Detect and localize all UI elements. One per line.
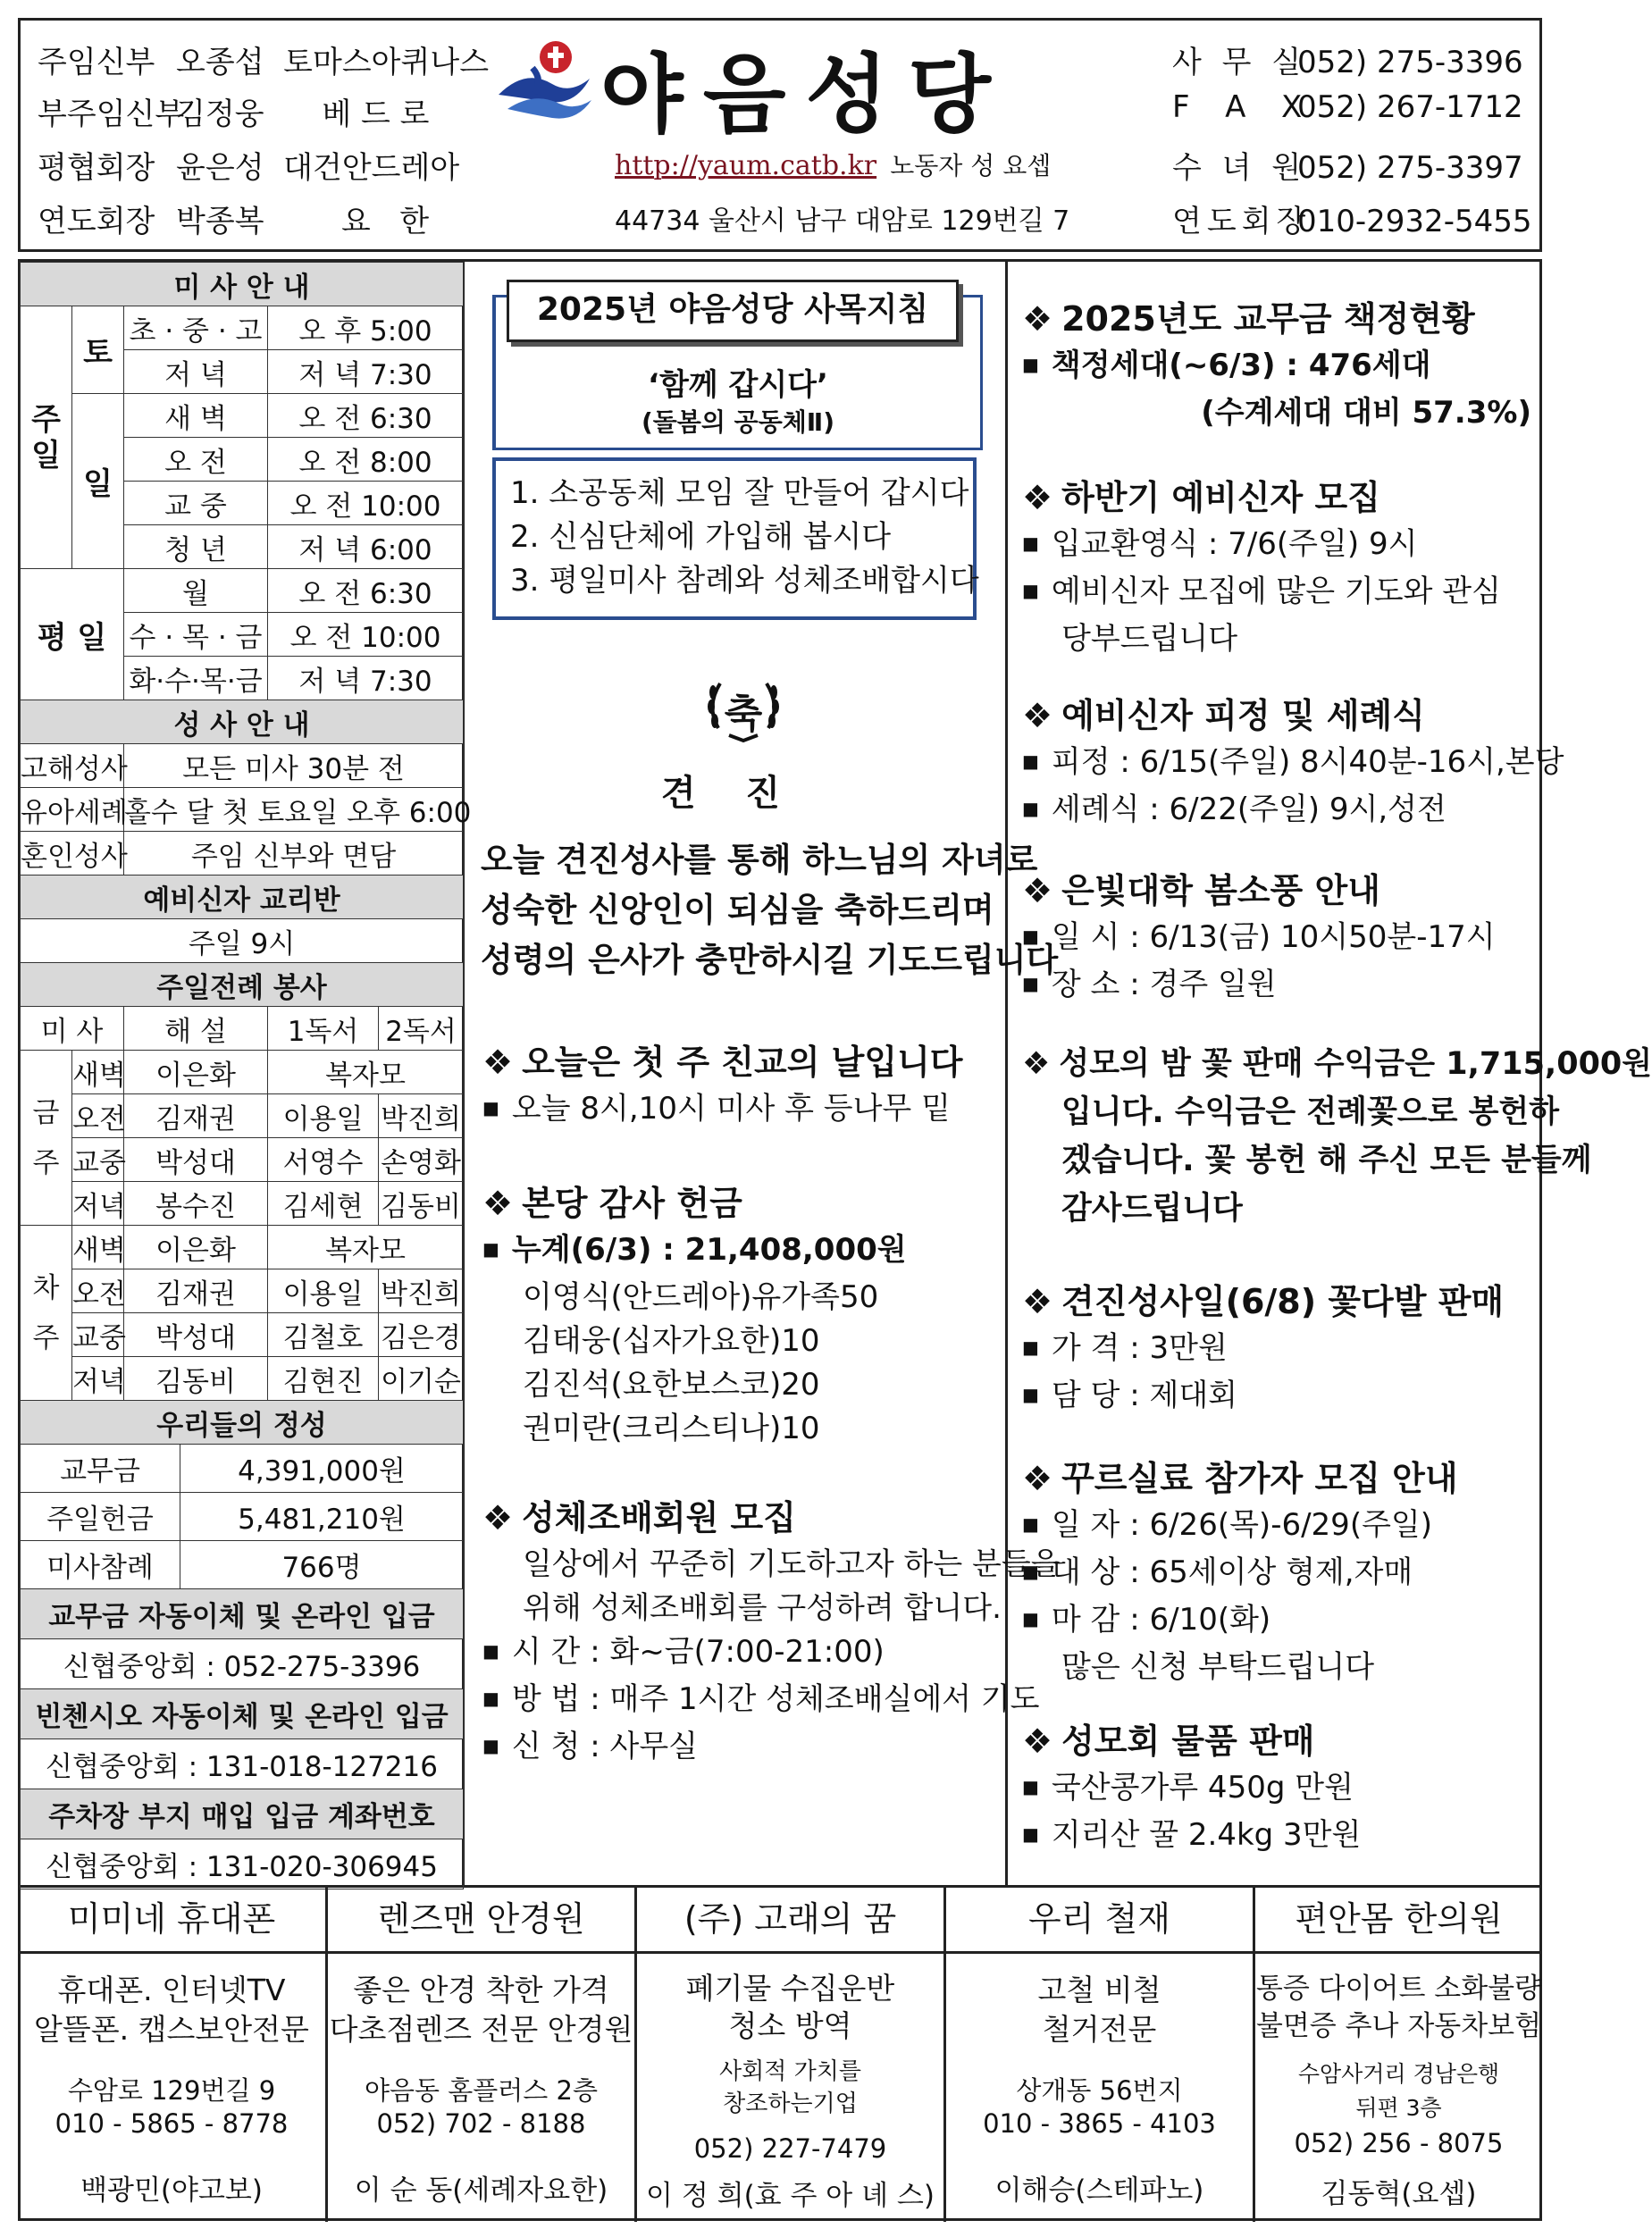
ad-owner: 이해승(스테파노) <box>994 2174 1204 2207</box>
pastoral-item: 2. 신심단체에 가입해 봅시다 <box>510 519 892 555</box>
sunday-label: 주일 <box>21 306 72 569</box>
liturgy-mass: 오전 <box>72 1094 124 1138</box>
staff-row: 부주임신부김정웅 베 드 로 <box>38 96 430 132</box>
notice-line: ■ 대 상 : 65세이상 형제,자매 <box>1022 1551 1458 1598</box>
liturgy-cell: 박성대 <box>124 1138 268 1182</box>
schedule-table <box>20 262 472 1889</box>
next-week-label: 차주 <box>21 1226 72 1401</box>
first-friday-notice <box>482 1035 963 1135</box>
offering-value: 766명 <box>180 1541 464 1589</box>
notice-line: ■ 가 격 : 3만원 <box>1022 1327 1504 1374</box>
mass-time: 오 전 6:30 <box>268 394 464 438</box>
ad-optician <box>328 1887 637 2222</box>
confirmation-line: 성령의 은사가 충만하시길 기도드립니다 <box>481 941 1059 979</box>
pastoral-item: 3. 평일미사 참례와 성체조배합시다 <box>510 563 979 599</box>
notice-title: ❖ 2025년도 교무금 책정현황 <box>1022 291 1531 340</box>
ad-line: 사회적 가치를 <box>719 2058 861 2085</box>
church-url-link[interactable]: http://yaum.catb.kr <box>615 150 877 181</box>
ad-phone: 010 - 5865 - 8778 <box>55 2108 289 2139</box>
ad-line: 불면증 추나 자동차보험 <box>1255 2010 1542 2042</box>
mass-who: 오 전 <box>124 438 268 482</box>
liturgy-cell: 복자모 <box>268 1226 464 1269</box>
staff-row: 주임신부 오종섭 토마스아퀴나스 <box>38 45 490 80</box>
mass-who: 청 년 <box>124 525 268 569</box>
wreath-icon <box>702 666 784 748</box>
ad-line: 수암사거리 경남은행 <box>1297 2061 1500 2087</box>
liturgy-cell: 복자모 <box>268 1051 464 1094</box>
ad-line: 알뜰폰. 캡스보안전문 <box>34 2012 309 2047</box>
mass-time: 오 전 8:00 <box>268 438 464 482</box>
this-week-label: 금주 <box>21 1051 72 1226</box>
notice-title: ❖ 성체조배회원 모집 <box>482 1490 1061 1539</box>
mass-time: 오 전 6:30 <box>268 569 464 613</box>
ad-clinic <box>1255 1887 1542 2222</box>
liturgy-cell: 김재권 <box>124 1269 268 1313</box>
ad-scrap-metal <box>946 1887 1255 2222</box>
ad-line: 폐기물 수집운반 <box>685 1971 895 2006</box>
badge-text: 축 <box>724 691 763 737</box>
liturgy-title: 주일전례 봉사 <box>21 963 464 1007</box>
dues-notice <box>1022 291 1531 435</box>
sacrament-value: 홀수 달 첫 토요일 오후 6:00 <box>124 788 464 832</box>
liturgy-header: 해 설 <box>124 1007 268 1051</box>
liturgy-mass: 저녁 <box>72 1357 124 1401</box>
notice-title: ❖ 하반기 예비신자 모집 <box>1022 470 1501 519</box>
recruit-notice <box>1022 470 1501 661</box>
liturgy-header: 1독서 <box>268 1007 379 1051</box>
liturgy-cell: 손영화 <box>379 1138 464 1182</box>
liturgy-mass: 저녁 <box>72 1182 124 1226</box>
liturgy-cell: 김철호 <box>268 1313 379 1357</box>
ad-title: 우리 철재 <box>946 1887 1253 1954</box>
liturgy-cell: 봉수진 <box>124 1182 268 1226</box>
liturgy-header: 미 사 <box>21 1007 124 1051</box>
contact-row: F A X052) 267-1712 <box>1172 89 1523 125</box>
mass-title: 미 사 안 내 <box>21 263 464 306</box>
mass-who: 초 · 중 · 고 <box>124 306 268 350</box>
mass-who: 화·수·목·금 <box>124 657 268 700</box>
church-logo-icon <box>490 32 597 130</box>
ad-owner: 김동혁(요셉) <box>1321 2178 1477 2210</box>
ad-phone-shop <box>18 1887 328 2222</box>
notice-line: ■ 신 청 : 사무실 <box>482 1725 1061 1772</box>
notice-line: 일상에서 꾸준히 기도하고자 하는 분들을 <box>523 1546 1061 1582</box>
pastoral-box <box>492 291 983 450</box>
pastoral-items-box <box>492 457 977 620</box>
offering-key: 교무금 <box>21 1445 180 1493</box>
contact-row: 연도회장010-2932-5455 <box>1172 204 1532 239</box>
liturgy-mass: 새벽 <box>72 1051 124 1094</box>
ad-line: 통증 다이어트 소화불량 <box>1255 1973 1542 2005</box>
notice-title: ❖ 본당 감사 헌금 <box>482 1176 907 1225</box>
liturgy-mass: 새벽 <box>72 1226 124 1269</box>
pastoral-sub: (돌봄의 공동체Ⅱ) <box>641 407 835 437</box>
ad-address: 야음동 홈플러스 2층 <box>365 2075 598 2106</box>
sacrament-title: 성 사 안 내 <box>21 700 464 744</box>
ad-waste-company <box>637 1887 946 2222</box>
header-url-line <box>615 147 1051 182</box>
ad-line: 다초점렌즈 전문 안경원 <box>329 2012 633 2047</box>
contact-row: 수 녀 원052) 275-3397 <box>1172 150 1523 186</box>
notice-line: ■ 국산콩가루 450g 만원 <box>1022 1766 1361 1814</box>
notice-title: ❖ 은빛대학 봄소풍 안내 <box>1022 863 1496 912</box>
sun-label: 일 <box>72 394 124 569</box>
notice-line: ■ 입교환영식 : 7/6(주일) 9시 <box>1022 523 1501 570</box>
confirmation-line: 오늘 견진성사를 통해 하느님의 자녀로 <box>481 841 1038 879</box>
liturgy-cell: 김재권 <box>124 1094 268 1138</box>
catechumen-time: 주일 9시 <box>21 919 464 963</box>
account-title: 주차장 부지 매입 입금 계좌번호 <box>21 1789 464 1839</box>
mass-time: 오 후 5:00 <box>268 306 464 350</box>
ad-phone: 052) 256 - 8075 <box>1294 2128 1504 2158</box>
notice-line: 위해 성체조배회를 구성하려 합니다. <box>523 1590 1002 1626</box>
ad-title: 편안몸 한의원 <box>1255 1887 1542 1954</box>
staff-row: 연도회장 박종복 요 한 <box>38 204 430 239</box>
ad-owner: 이 정 희(효 주 아 녜 스) <box>646 2180 935 2212</box>
ad-owner: 이 순 동(세례자요한) <box>354 2174 608 2207</box>
ad-phone: 010 - 3865 - 4103 <box>983 2108 1216 2139</box>
offering-key: 주일헌금 <box>21 1493 180 1541</box>
ad-address: 수암로 129번길 9 <box>67 2075 276 2106</box>
sacrament-value: 주임 신부와 면담 <box>124 832 464 876</box>
notice-line: ■ 마 감 : 6/10(화) <box>1022 1598 1458 1646</box>
account-value: 신협중앙회 : 131-020-306945 <box>21 1839 464 1889</box>
notice-line: (수계세대 대비 57.3%) <box>1201 395 1531 431</box>
donor-line: 권미란(크리스티나)10 <box>523 1411 820 1446</box>
liturgy-cell: 김세현 <box>268 1182 379 1226</box>
patron-saint: 노동자 성 요셉 <box>890 151 1052 180</box>
mass-who: 새 벽 <box>124 394 268 438</box>
ad-address: 상개동 56번지 <box>1016 2075 1183 2106</box>
notice-line: ■ 장 소 : 경주 일원 <box>1022 963 1496 1010</box>
notice-line: ■ 시 간 : 화~금(7:00-21:00) <box>482 1630 1061 1678</box>
sacrament-key: 유아세례 <box>21 788 124 832</box>
liturgy-cell: 이은화 <box>124 1226 268 1269</box>
ad-phone: 052) 227-7479 <box>693 2133 887 2164</box>
mass-time: 오 전 10:00 <box>268 613 464 657</box>
notice-line: ■ 세례식 : 6/22(주일) 9시,성전 <box>1022 788 1564 835</box>
notice-line: ■ 지리산 꿀 2.4kg 3만원 <box>1022 1814 1361 1861</box>
ad-line: 휴대폰. 인터넷TV <box>57 1973 286 2007</box>
ad-phone: 052) 702 - 8188 <box>376 2108 586 2139</box>
ad-line: 고철 비철 <box>1037 1973 1161 2007</box>
sacrament-key: 고해성사 <box>21 744 124 788</box>
liturgy-cell: 서영수 <box>268 1138 379 1182</box>
church-address: 44734 울산시 남구 대암로 129번길 7 <box>615 205 1070 237</box>
mass-who: 수 · 목 · 금 <box>124 613 268 657</box>
liturgy-cell: 이용일 <box>268 1269 379 1313</box>
notice-line: 당부드립니다 <box>1061 621 1238 657</box>
notice-line: ■ 오늘 8시,10시 미사 후 등나무 밑 <box>482 1087 963 1135</box>
catechumen-title: 예비신자 교리반 <box>21 876 464 919</box>
liturgy-cell: 이기순 <box>379 1357 464 1401</box>
sacrament-value: 모든 미사 30분 전 <box>124 744 464 788</box>
silver-college-notice <box>1022 863 1496 1010</box>
liturgy-mass: 교중 <box>72 1138 124 1182</box>
liturgy-mass: 교중 <box>72 1313 124 1357</box>
liturgy-cell: 이은화 <box>124 1051 268 1094</box>
confirmation-line: 성숙한 신앙인이 되심을 축하드리며 <box>481 891 994 929</box>
notice-line: ■ 피정 : 6/15(주일) 8시40분-16시,본당 <box>1022 741 1564 788</box>
notice-title: ❖ 오늘은 첫 주 친교의 날입니다 <box>482 1035 963 1084</box>
baptism-notice <box>1022 688 1564 835</box>
notice-title: ❖ 성모회 물품 판매 <box>1022 1713 1361 1763</box>
mass-time: 오 전 10:00 <box>268 482 464 525</box>
ad-line: 뒤편 3층 <box>1355 2095 1442 2121</box>
notice-title: ❖ 성모의 밤 꽃 판매 수익금은 1,715,000원 <box>1022 1040 1652 1088</box>
goods-notice <box>1022 1713 1361 1861</box>
ad-line: 철거전문 <box>1042 2012 1157 2047</box>
staff-row: 평협회장 윤은성 대건안드레아 <box>38 150 460 186</box>
pastoral-item: 1. 소공동체 모임 잘 만들어 갑시다 <box>510 475 969 511</box>
offering-key: 미사참례 <box>21 1541 180 1589</box>
confirmation-text <box>481 835 1058 985</box>
ad-title: (주) 고래의 꿈 <box>637 1887 943 1954</box>
thanks-offering-notice <box>482 1176 907 1451</box>
notice-line: ■ 일 자 : 6/26(목)-6/29(주일) <box>1022 1504 1458 1551</box>
ad-owner: 백광민(야고보) <box>80 2174 263 2207</box>
ad-line: 좋은 안경 착한 가격 <box>353 1973 609 2007</box>
notice-line: ■ 예비신자 모집에 많은 기도와 관심 <box>1022 570 1501 617</box>
donor-line: 이영식(안드레아)유가족50 <box>523 1279 879 1315</box>
ad-title: 미미네 휴대폰 <box>18 1887 325 1954</box>
notice-line: ■ 담 당 : 제대회 <box>1022 1374 1504 1421</box>
liturgy-cell: 박진희 <box>379 1094 464 1138</box>
account-value: 신협중앙회 : 131-018-127216 <box>21 1739 464 1789</box>
mass-who: 교 중 <box>124 482 268 525</box>
pastoral-motto: ‘함께 갑시다’ <box>648 367 828 403</box>
liturgy-cell: 김은경 <box>379 1313 464 1357</box>
notice-line: ■ 일 시 : 6/13(금) 10시50분-17시 <box>1022 916 1496 963</box>
weekday-label: 평 일 <box>21 569 124 700</box>
confirmation-title: 견 진 <box>661 773 780 814</box>
notice-line: ■ 방 법 : 매주 1시간 성체조배실에서 기도 <box>482 1678 1061 1725</box>
offering-value: 4,391,000원 <box>180 1445 464 1493</box>
notice-line: 입니다. 수익금은 전례꽃으로 봉헌하 <box>1061 1094 1560 1130</box>
mass-time: 저 녁 7:30 <box>268 657 464 700</box>
sat-label: 토 <box>72 306 124 394</box>
ad-line: 청소 방역 <box>728 2008 852 2043</box>
liturgy-cell: 박성대 <box>124 1313 268 1357</box>
bouquet-notice <box>1022 1274 1504 1421</box>
ad-title: 렌즈맨 안경원 <box>328 1887 634 1954</box>
liturgy-cell: 박진희 <box>379 1269 464 1313</box>
sacrament-key: 혼인성사 <box>21 832 124 876</box>
donor-line: 김태웅(십자가요한)10 <box>523 1323 820 1359</box>
mass-time: 저 녁 6:00 <box>268 525 464 569</box>
notice-title: ❖ 꾸르실료 참가자 모집 안내 <box>1022 1451 1458 1500</box>
liturgy-cell: 이용일 <box>268 1094 379 1138</box>
ad-line: 창조하는기업 <box>723 2090 858 2117</box>
account-title: 빈첸시오 자동이체 및 온라인 입금 <box>21 1689 464 1739</box>
mass-who: 월 <box>124 569 268 613</box>
liturgy-mass: 오전 <box>72 1269 124 1313</box>
liturgy-header: 2독서 <box>379 1007 464 1051</box>
notice-line: ■ 책정세대(~6/3) : 476세대 <box>1022 344 1531 391</box>
contact-row: 사 무 실052) 275-3396 <box>1172 45 1523 80</box>
cursillo-notice <box>1022 1451 1458 1689</box>
mass-who: 저 녁 <box>124 350 268 394</box>
notice-title: ❖ 견진성사일(6/8) 꽃다발 판매 <box>1022 1274 1504 1323</box>
liturgy-cell: 김현진 <box>268 1357 379 1401</box>
donor-line: 김진석(요한보스코)20 <box>523 1367 820 1403</box>
church-name: 야음성당 <box>600 45 1010 145</box>
account-title: 교무금 자동이체 및 온라인 입금 <box>21 1589 464 1639</box>
flower-sale-notice <box>1022 1040 1652 1233</box>
adoration-notice <box>482 1490 1061 1772</box>
notice-line: 감사드립니다 <box>1061 1191 1243 1227</box>
offering-title: 우리들의 정성 <box>21 1401 464 1445</box>
notice-line: 많은 신청 부탁드립니다 <box>1061 1649 1375 1685</box>
account-value: 신협중앙회 : 052-275-3396 <box>21 1639 464 1689</box>
liturgy-cell: 김동비 <box>379 1182 464 1226</box>
notice-line: 겠습니다. 꽃 봉헌 해 주신 모든 분들께 <box>1061 1143 1592 1178</box>
mass-time: 저 녁 7:30 <box>268 350 464 394</box>
notice-line: ■ 누계(6/3) : 21,408,000원 <box>482 1228 907 1276</box>
offering-value: 5,481,210원 <box>180 1493 464 1541</box>
liturgy-cell: 김동비 <box>124 1357 268 1401</box>
pastoral-title: 2025년 야음성당 사목지침 <box>507 280 959 342</box>
notice-title: ❖ 예비신자 피정 및 세례식 <box>1022 688 1564 737</box>
